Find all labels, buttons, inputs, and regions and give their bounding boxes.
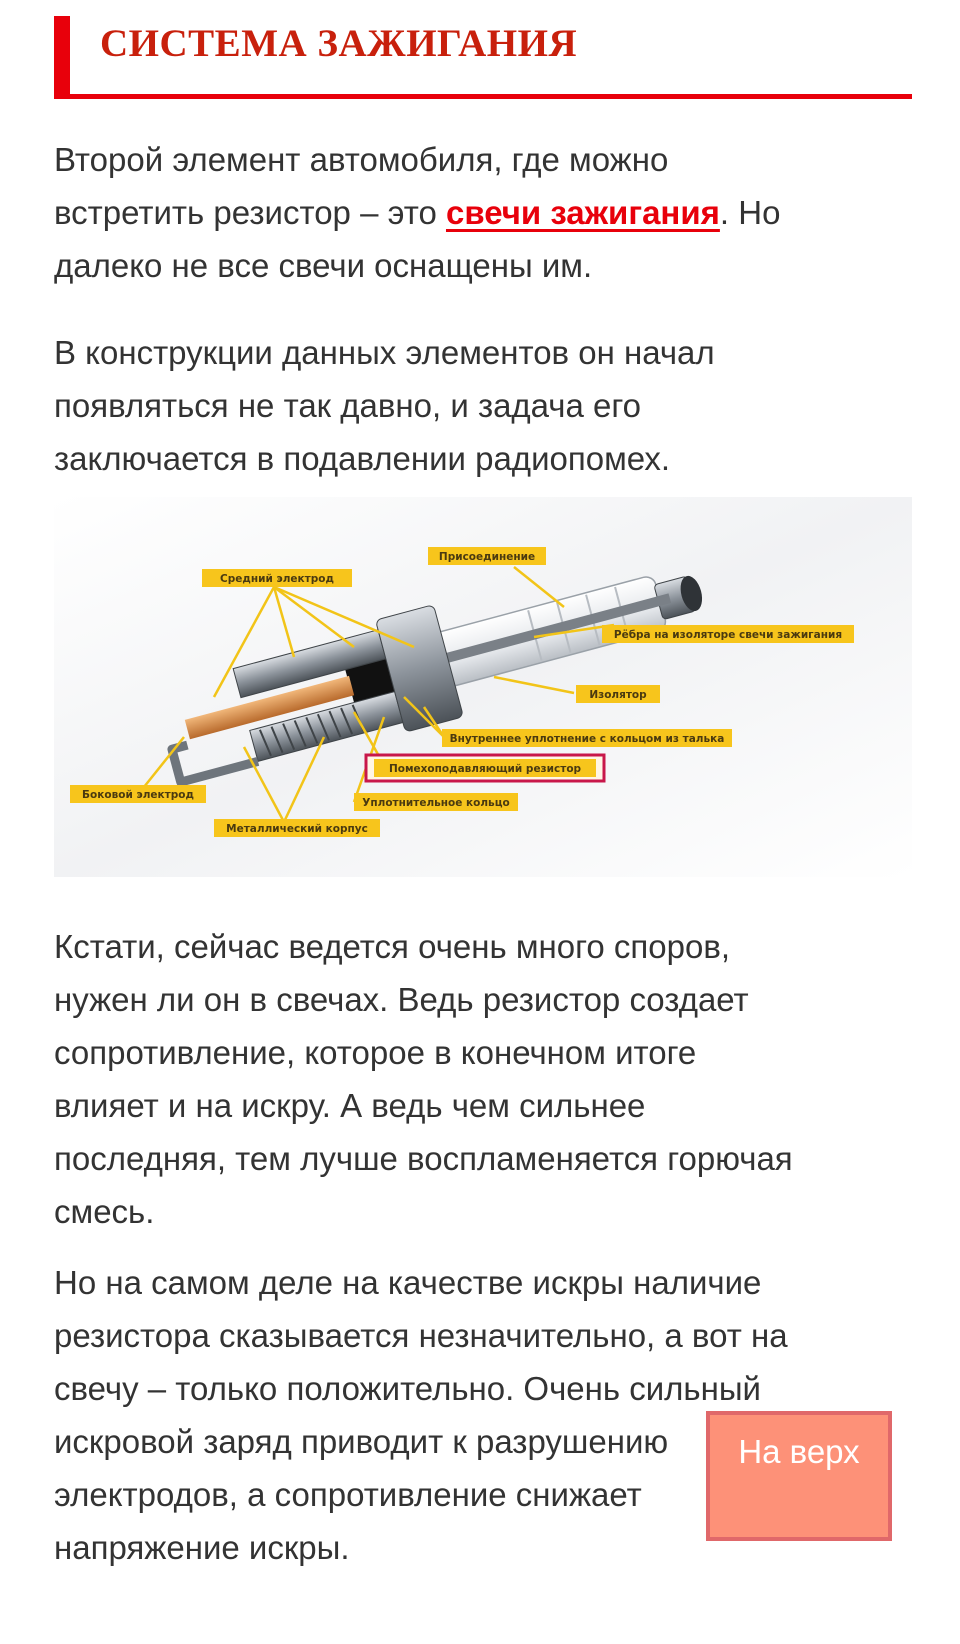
paragraph-3-line-5: последняя, тем лучше воспламеняется горючая [54,1140,793,1177]
label-resistor [366,755,604,781]
heading-accent-bar [54,16,70,98]
paragraph-2-line-1: В конструкции данных элементов он начал [54,334,715,371]
paragraph-3-line-4: влияет и на искру. А ведь чем сильнее [54,1087,646,1124]
paragraph-4-line-2: резистора сказывается незначительно, а вот на [54,1317,788,1354]
section-heading [54,0,912,100]
label-metal-body [214,819,380,837]
spark-plug-illustration [54,497,912,877]
label-inner-seal [442,729,732,747]
label-insulator [576,685,660,703]
paragraph-2-line-3: заключается в подавлении радиопомех. [54,440,671,477]
paragraph-3 [54,920,912,1238]
label-connection [428,547,546,565]
label-center-electrode-text: Средний электрод [220,573,334,585]
paragraph-1-line-2 [54,186,912,239]
paragraph-4-line-5: электродов, а сопротивление снижает [54,1476,642,1513]
scroll-to-top-button[interactable] [706,1411,892,1541]
label-resistor-text: Помехоподавляющий резистор [388,763,582,775]
paragraph-4-line-3: свечу – только положительно. Очень сильный [54,1370,761,1407]
paragraph-1-line-3: далеко не все свечи оснащены им. [54,247,593,284]
spark-plugs-link[interactable]: свечи зажигания [445,194,720,231]
paragraph-1-line-1: Второй элемент автомобиля, где можно [54,141,669,178]
paragraph-3-line-3: сопротивление, которое в конечном итоге [54,1034,697,1071]
spark-plug-diagram [54,497,912,877]
scroll-to-top-label: На верх [738,1433,860,1470]
label-seal-ring-text: Уплотнительное кольцо [362,797,510,809]
section-title: СИСТЕМА ЗАЖИГАНИЯ [100,22,578,65]
paragraph-4-line-4: искровой заряд приводит к разрушению [54,1423,669,1460]
paragraph-1 [54,133,912,292]
paragraph-3-line-6: смесь. [54,1193,155,1230]
label-side-electrode [70,785,206,803]
paragraph-1-line-2-start: встретить резистор – это [54,194,446,231]
paragraph-1-line-2-end: . Но [719,194,781,231]
label-connection-text: Присоединение [438,551,536,563]
paragraph-2 [54,326,912,485]
label-ribs [602,625,854,643]
paragraph-3-line-2: нужен ли он в свечах. Ведь резистор создает [54,981,749,1018]
paragraph-2-line-2: появляться не так давно, и задача его [54,387,642,424]
paragraph-4-line-1: Но на самом деле на качестве искры наличие [54,1264,762,1301]
paragraph-3-line-1: Кстати, сейчас ведется очень много споров, [54,928,731,965]
paragraph-4-line-6: напряжение искры. [54,1529,350,1566]
label-seal-ring [354,793,518,811]
label-metal-body-text: Металлический корпус [226,823,368,835]
label-inner-seal-text: Внутреннее уплотнение с кольцом из талька [449,733,725,745]
label-center-electrode [202,569,352,587]
heading-underline [54,94,912,99]
label-side-electrode-text: Боковой электрод [82,789,194,801]
label-insulator-text: Изолятор [589,689,647,701]
label-ribs-text: Рёбра на изоляторе свечи зажигания [613,629,843,641]
